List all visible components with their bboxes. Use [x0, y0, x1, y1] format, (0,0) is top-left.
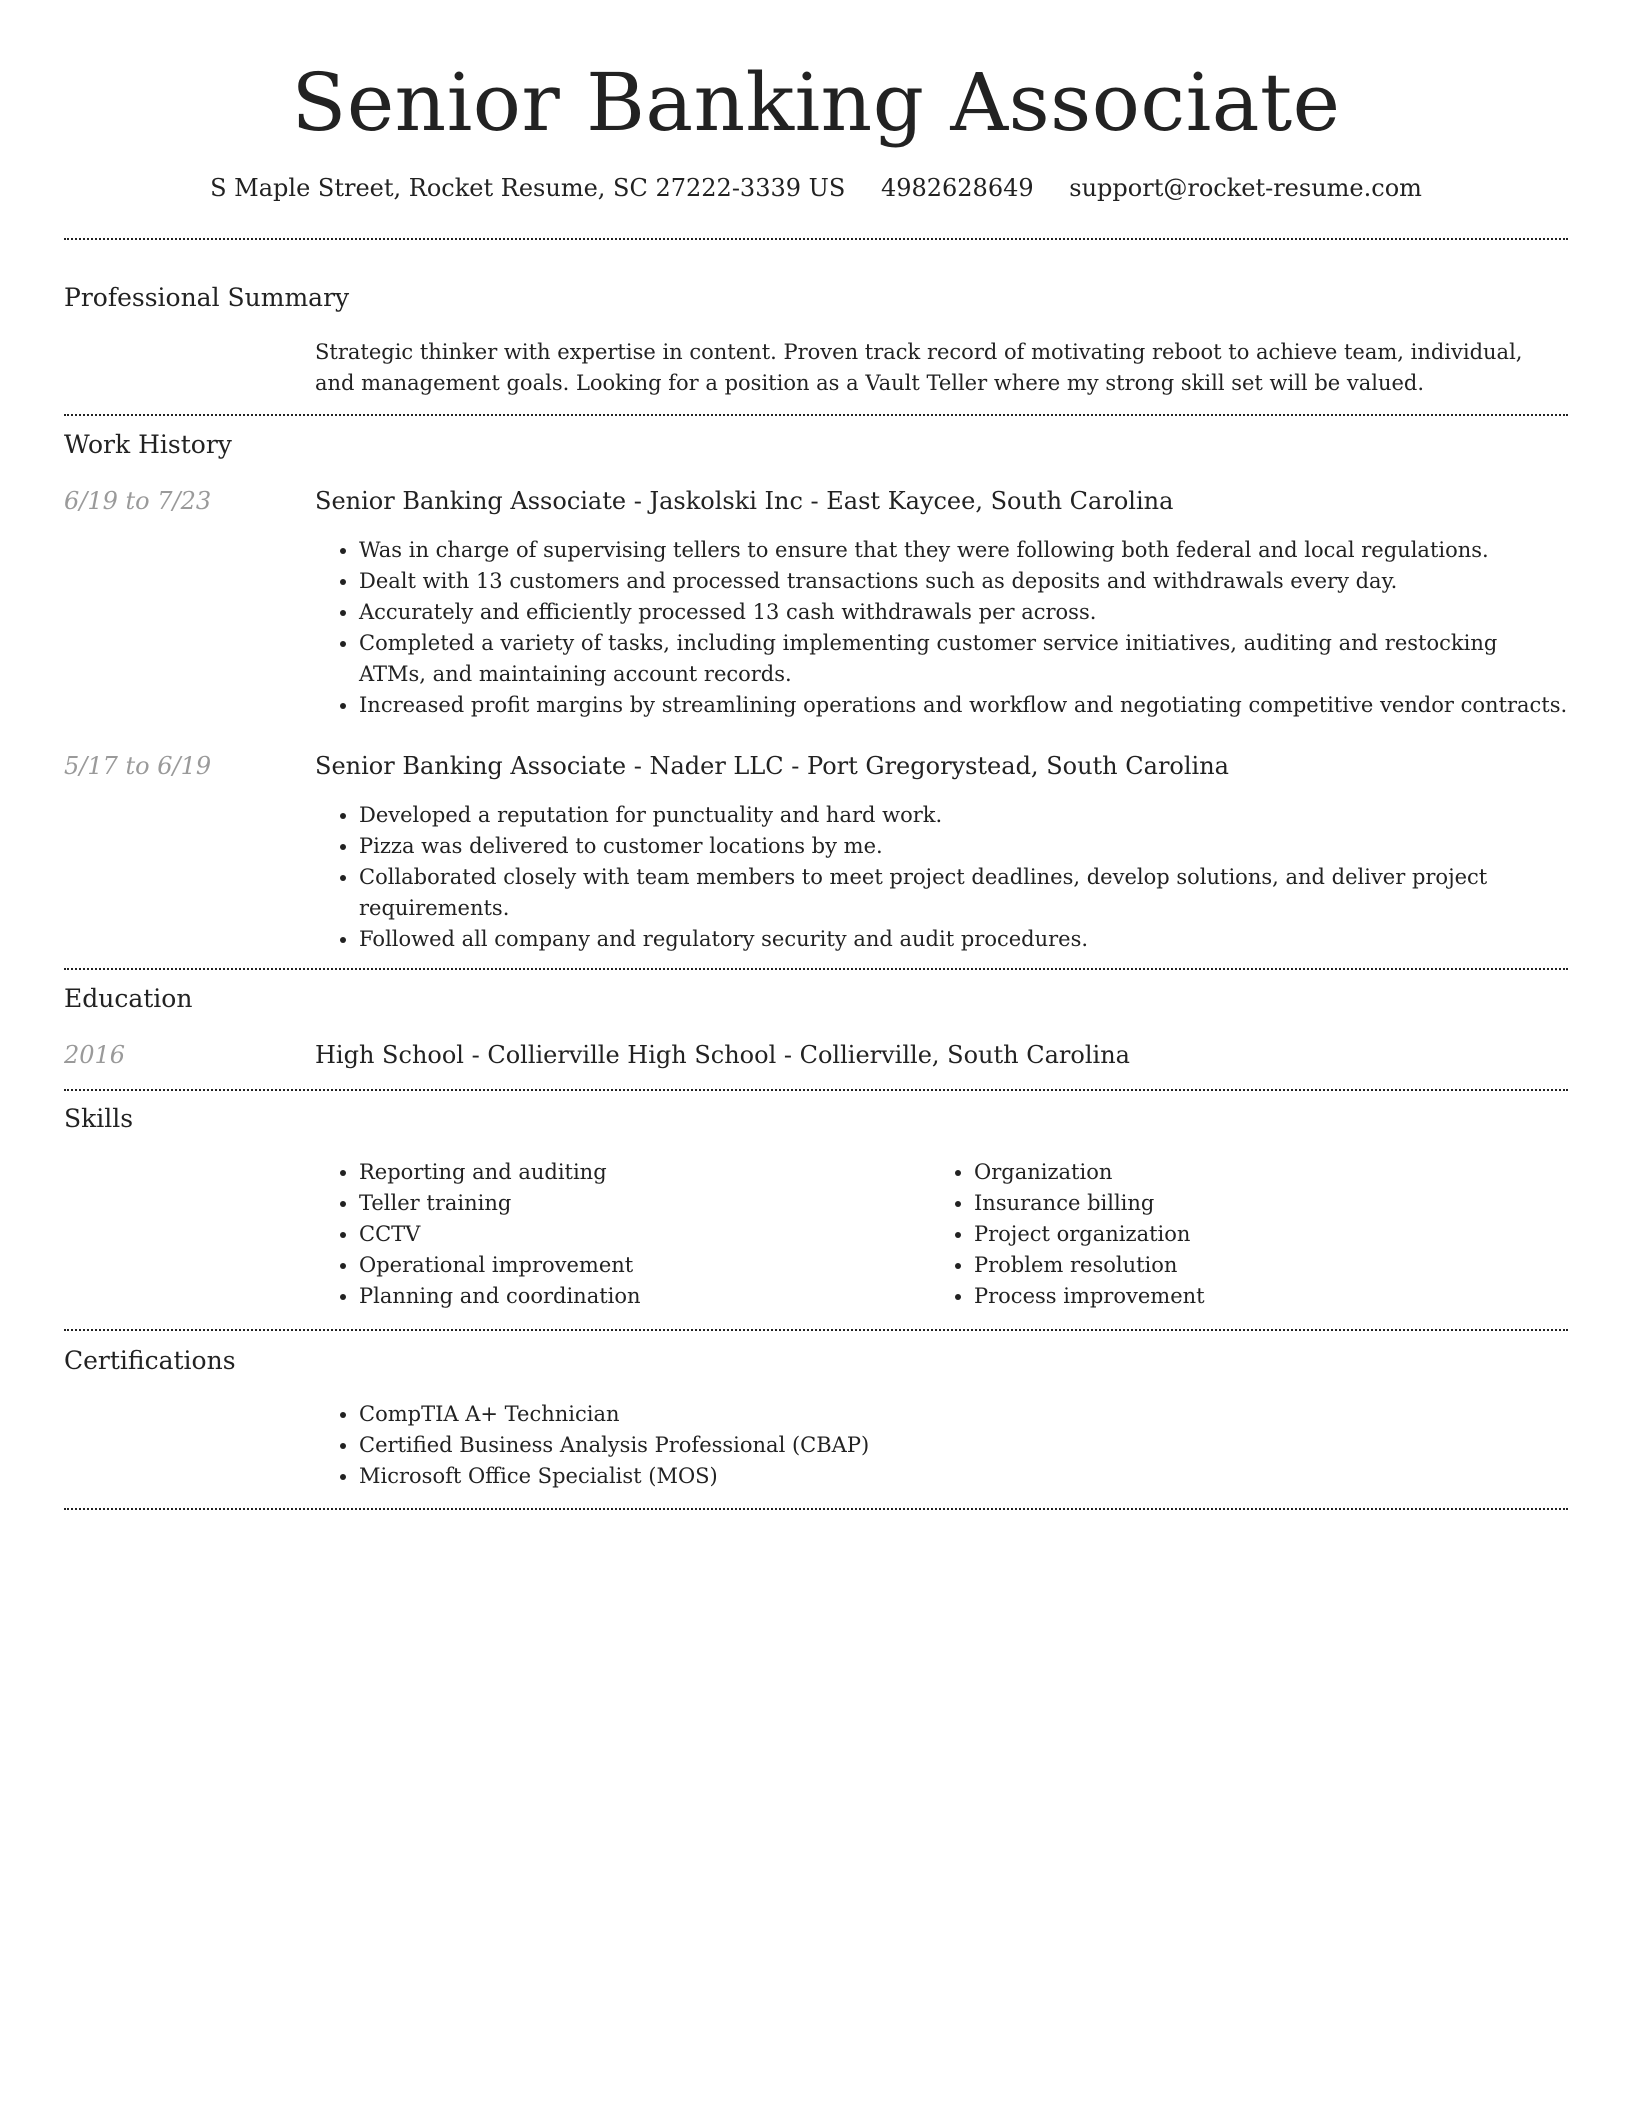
education-heading: High School - Collierville High School - Collierville, South Carolina	[315, 1041, 1130, 1069]
skill-item: • Operational improvement	[359, 1250, 923, 1281]
divider	[64, 968, 1568, 970]
job-bullet: • Developed a reputation for punctuality and hard work.	[359, 800, 1568, 831]
skill-item: • Process improvement	[974, 1281, 1550, 1312]
skill-item: • Organization	[974, 1157, 1550, 1188]
job-bullets	[315, 800, 1568, 955]
skill-item: • CCTV	[359, 1219, 923, 1250]
certifications-list	[315, 1399, 1315, 1492]
divider	[64, 238, 1568, 240]
job-dates: 5/17 to 6/19	[64, 752, 212, 780]
summary-title: Professional Summary	[64, 283, 350, 312]
skills-list-left	[315, 1157, 923, 1312]
job-bullet: • Completed a variety of tasks, including implementing customer service initiatives, auditing and restocking ATMs, and maintaining account records.	[359, 628, 1568, 690]
job-bullets	[315, 535, 1568, 721]
contact-email: support@rocket-resume.com	[1069, 174, 1422, 202]
certification-item: • Microsoft Office Specialist (MOS)	[359, 1461, 1315, 1492]
job-bullet: • Dealt with 13 customers and processed transactions such as deposits and withdrawals every day.	[359, 566, 1568, 597]
job-bullet: • Followed all company and regulatory security and audit procedures.	[359, 924, 1568, 955]
job-heading: Senior Banking Associate - Nader LLC - Port Gregorystead, South Carolina	[315, 752, 1229, 780]
divider	[64, 1089, 1568, 1091]
skills-title: Skills	[64, 1104, 134, 1133]
job-bullet: • Accurately and efficiently processed 13 cash withdrawals per across.	[359, 597, 1568, 628]
skill-item: • Teller training	[359, 1188, 923, 1219]
divider	[64, 414, 1568, 416]
job-bullet: • Was in charge of supervising tellers to ensure that they were following both federal and local regulations.	[359, 535, 1568, 566]
job-bullet: • Pizza was delivered to customer locations by me.	[359, 831, 1568, 862]
candidate-name: Senior Banking Associate	[291, 56, 1341, 149]
contact-line	[64, 168, 1568, 208]
skill-item: • Project organization	[974, 1219, 1550, 1250]
skill-item: • Problem resolution	[974, 1250, 1550, 1281]
skills-list-right	[930, 1157, 1550, 1312]
contact-address: S Maple Street, Rocket Resume, SC 27222-3339 US	[210, 174, 846, 202]
skill-item: • Reporting and auditing	[359, 1157, 923, 1188]
job-bullet: • Collaborated closely with team members to meet project deadlines, develop solutions, and deliver project requirements.	[359, 862, 1568, 924]
job-heading: Senior Banking Associate - Jaskolski Inc - East Kaycee, South Carolina	[315, 487, 1174, 515]
skill-item: • Planning and coordination	[359, 1281, 923, 1312]
summary-text: Strategic thinker with expertise in content. Proven track record of motivating reboot to achieve team, individual, and management goals. Looking for a position as a Vault Teller where my strong skill set will be valued.	[315, 340, 1523, 395]
education-year: 2016	[64, 1041, 126, 1069]
divider	[64, 1329, 1568, 1331]
education-title: Education	[64, 984, 193, 1013]
work-history-title: Work History	[64, 430, 232, 459]
certifications-title: Certifications	[64, 1346, 236, 1375]
job-dates: 6/19 to 7/23	[64, 487, 212, 515]
certification-item: • Certified Business Analysis Professional (CBAP)	[359, 1430, 1315, 1461]
job-bullet: • Increased profit margins by streamlining operations and workflow and negotiating competitive vendor contracts.	[359, 690, 1568, 721]
divider	[64, 1508, 1568, 1510]
contact-phone: 4982628649	[880, 174, 1034, 202]
skill-item: • Insurance billing	[974, 1188, 1550, 1219]
certification-item: • CompTIA A+ Technician	[359, 1399, 1315, 1430]
